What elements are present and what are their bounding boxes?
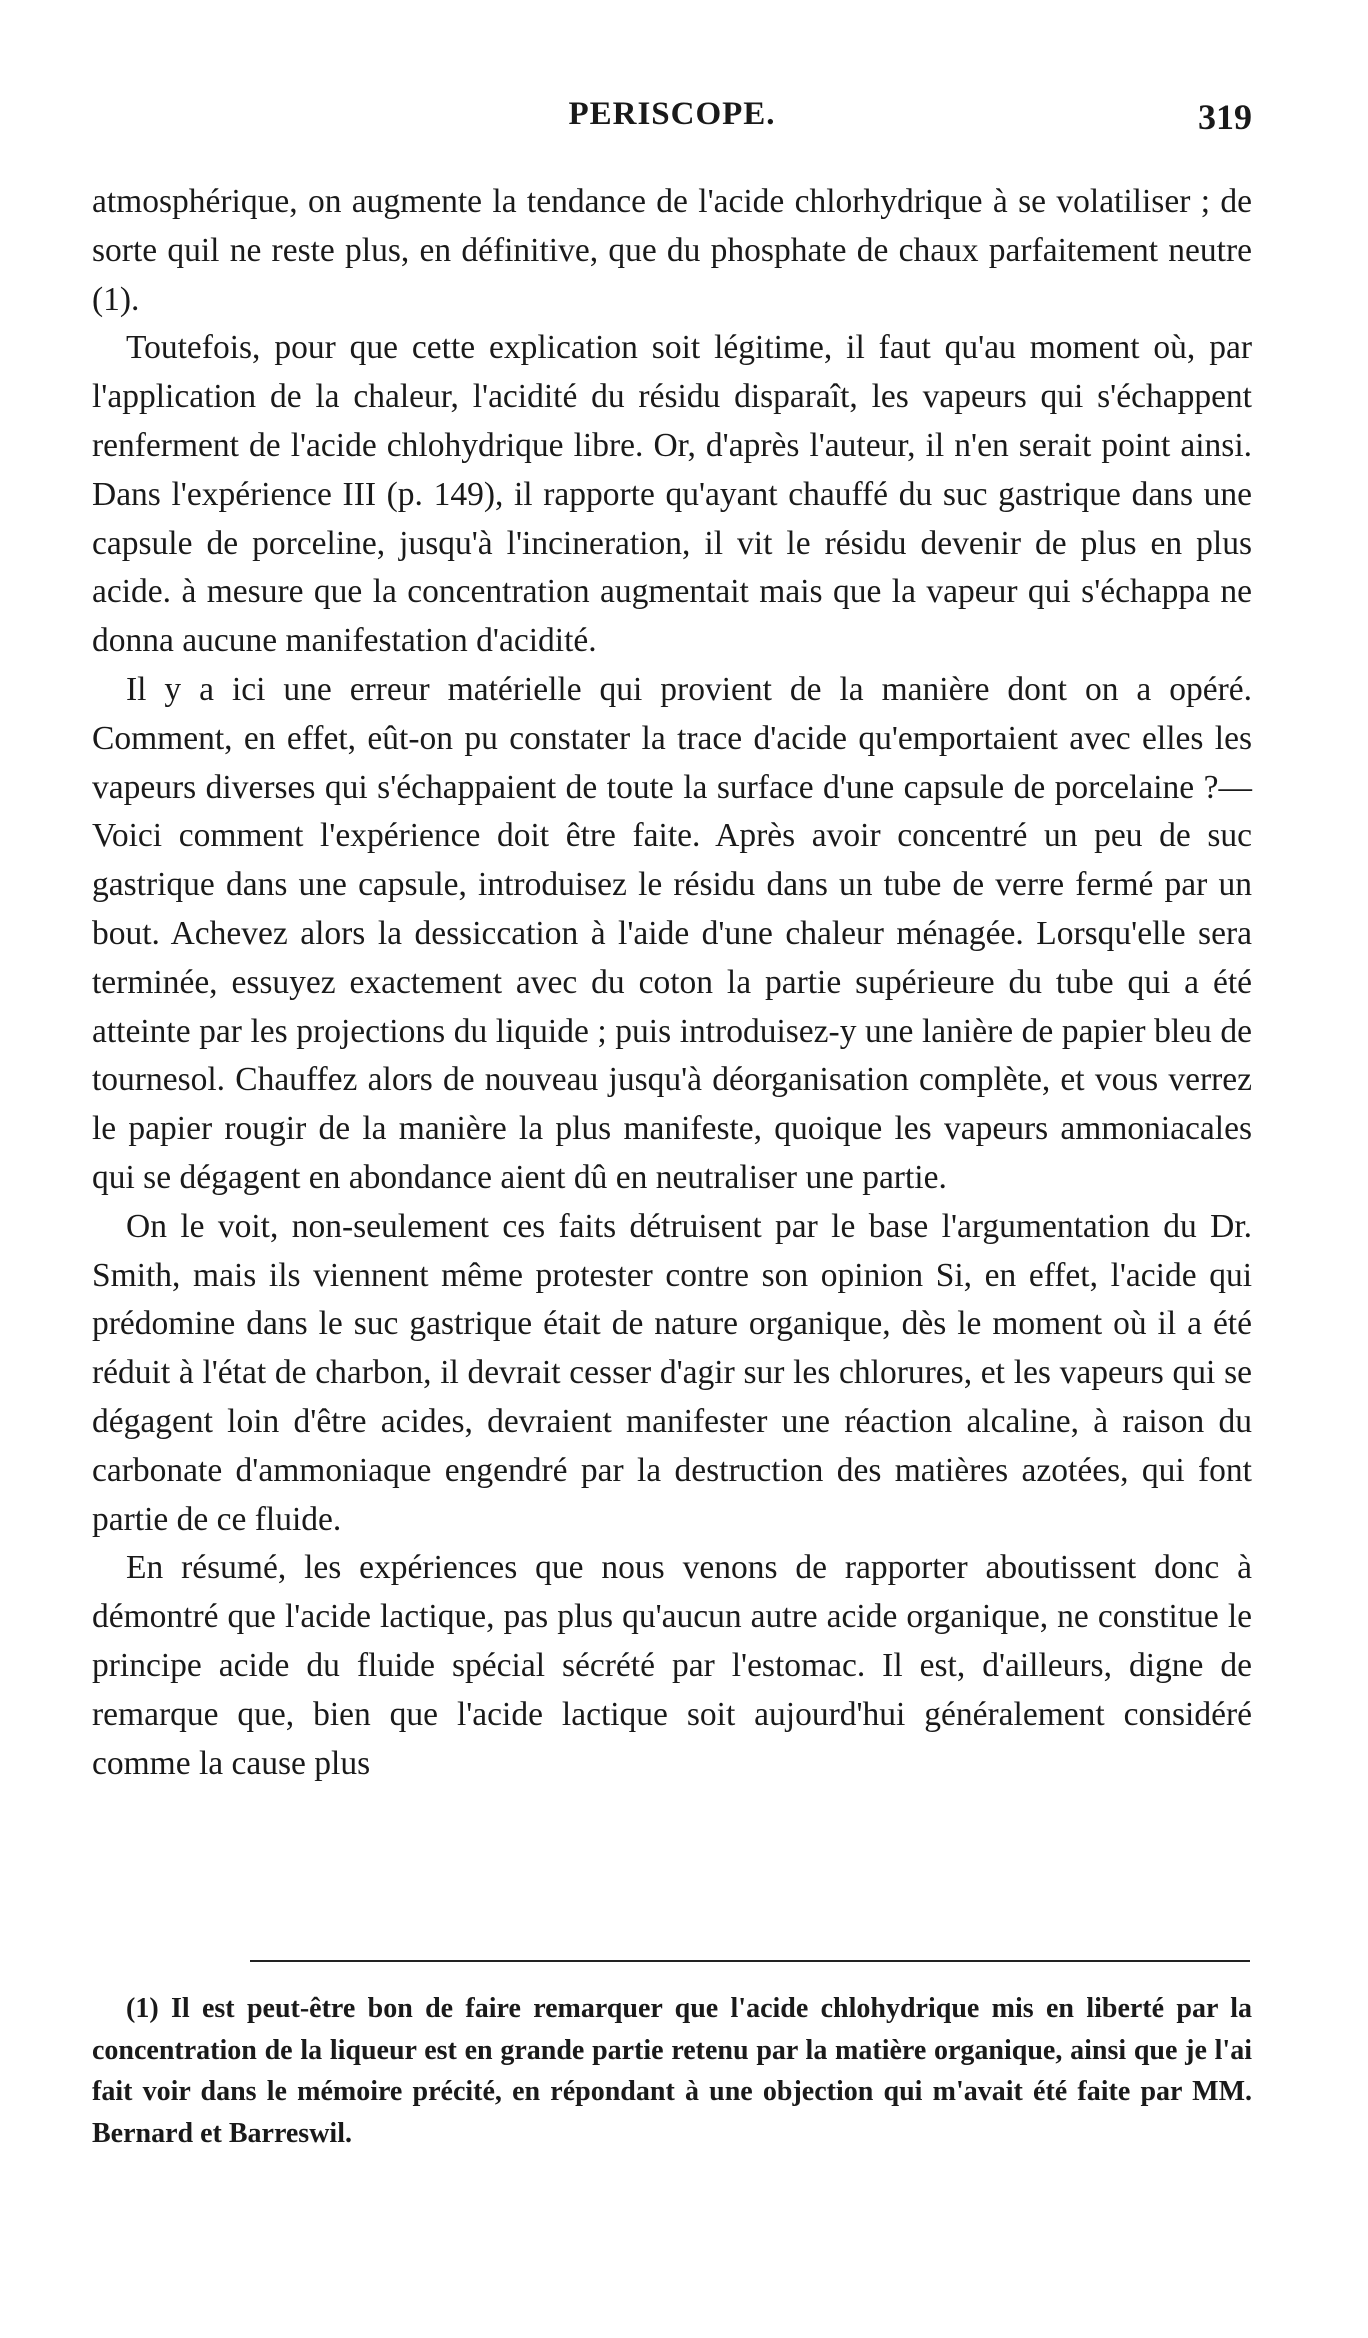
body-text — [92, 178, 1252, 1788]
footnote-divider — [250, 1960, 1250, 1962]
running-title: PERISCOPE. — [568, 96, 776, 132]
paragraph: On le voit, non-seulement ces faits détruisent par le base l'argumentation du Dr. Smith, mais ils viennent même protester contre son opinion Si, en effet, l'acide qui prédomine dans le suc gastrique était de nature organique, dès le moment où il a été réduit à l'état de charbon, il devrait cesser d'agir sur les chlorures, et les vapeurs qui se dégagent loin d'être acides, devraient manifester une réaction alcaline, à raison du carbonate d'ammoniaque engendré par la destruction des matières azotées, qui font partie de ce fluide. — [92, 1207, 1252, 1538]
footnote: (1) Il est peut-être bon de faire remarquer que l'acide chlohydrique mis en liberté par la concentration de la liqueur est en grande partie retenu par la matière organique, ainsi que je l'ai fait voir dans le mémoire précité, en répondant à une objection qui m'avait été faite par MM. Bernard et Barreswil. — [92, 1993, 1252, 2149]
page-header — [92, 96, 1252, 144]
paragraph: atmosphérique, on augmente la tendance de l'acide chlorhydrique à se volatiliser ; de sorte quil ne reste plus, en définitive, que du phosphate de chaux parfaitement neutre (1). — [92, 183, 1252, 318]
paragraph: En résumé, les expériences que nous venons de rapporter aboutissent donc à démontré que l'acide lactique, pas plus qu'aucun autre acide organique, ne constitue le principe acide du fluide spécial sécrété par l'estomac. Il est, d'ailleurs, digne de remarque que, bien que l'acide lactique soit aujourd'hui généralement considéré comme la cause plus — [92, 1549, 1252, 1782]
paragraph: Il y a ici une erreur matérielle qui provient de la manière dont on a opéré. Comment, en effet, eût-on pu constater la trace d'acide qu'emportaient avec elles les vapeurs diverses qui s'échappaient de toute la surface d'une capsule de porcelaine ?—Voici comment l'expérience doit être faite. Après avoir concentré un peu de suc gastrique dans une capsule, introduisez le résidu dans un tube de verre fermé par un bout. Achevez alors la dessiccation à l'aide d'une chaleur ménagée. Lorsqu'elle sera terminée, essuyez exactement avec du coton la partie supérieure du tube qui a été atteinte par les projections du liquide ; puis introduisez-y une lanière de papier bleu de tournesol. Chauffez alors de nouveau jusqu'à déorganisation complète, et vous verrez le papier rougir de la manière la plus manifeste, quoique les vapeurs ammoniacales qui se dégagent en abondance aient dû en neutraliser une partie. — [92, 670, 1252, 1196]
paragraph: Toutefois, pour que cette explication soit légitime, il faut qu'au moment où, par l'application de la chaleur, l'acidité du résidu disparaît, les vapeurs qui s'échappent renferment de l'acide chlohydrique libre. Or, d'après l'auteur, il n'en serait point ainsi. Dans l'expérience III (p. 149), il rapporte qu'ayant chauffé du suc gastrique dans une capsule de porceline, jusqu'à l'incineration, il vit le résidu devenir de plus en plus acide. à mesure que la concentration augmentait mais que la vapeur qui s'échappa ne donna aucune manifestation d'acidité. — [92, 329, 1252, 660]
page-number: 319 — [1198, 97, 1252, 137]
